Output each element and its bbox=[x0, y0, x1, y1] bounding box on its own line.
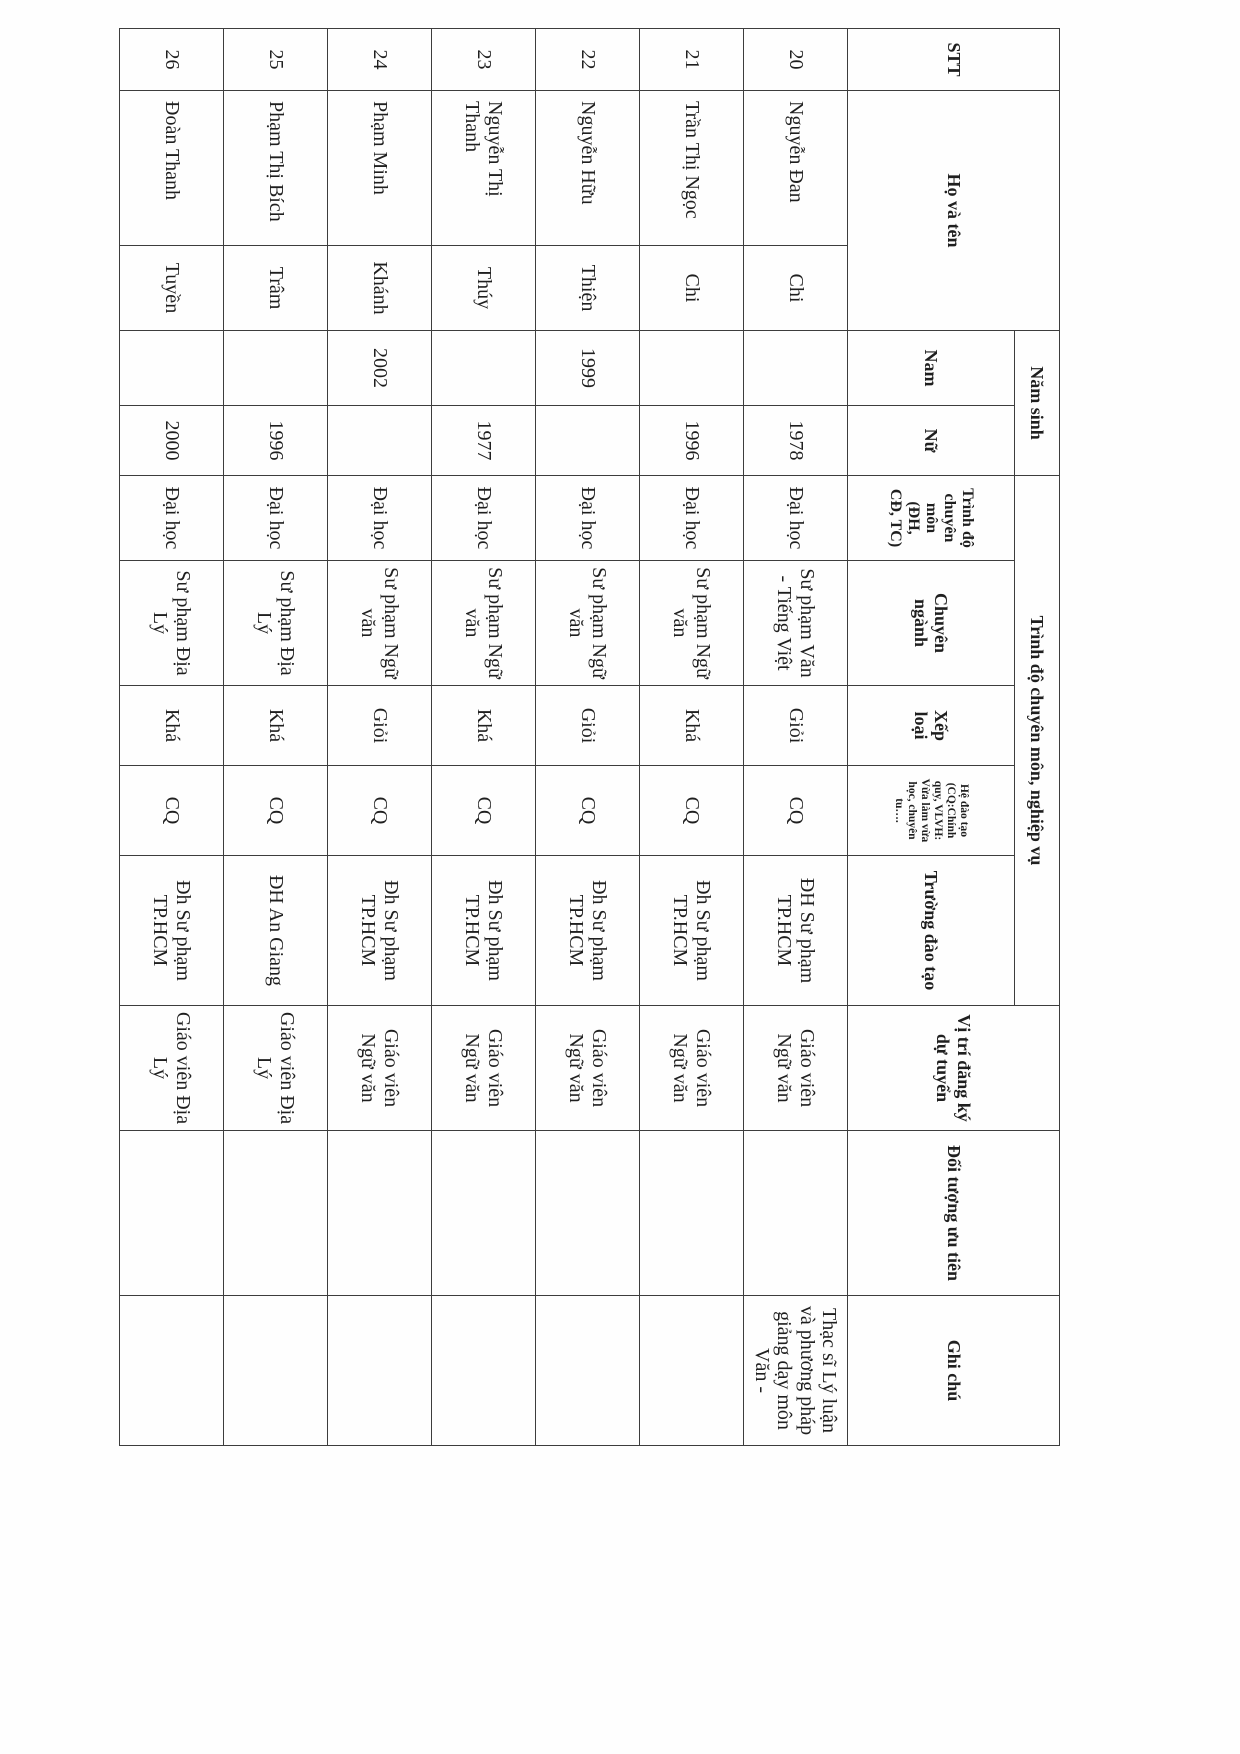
birth-year-female-cell: 1996 bbox=[224, 406, 328, 476]
major-cell: Sư phạm Ngữ văn bbox=[328, 561, 432, 686]
institution-cell: Đh Sư phạm TP.HCM bbox=[640, 856, 744, 1006]
grade-cell: Giỏi bbox=[328, 686, 432, 766]
notes-cell bbox=[224, 1296, 328, 1446]
birth-year-male-cell bbox=[744, 331, 848, 406]
notes-cell: Thạc sĩ Lý luận và phương pháp giảng dạy môn Văn - bbox=[744, 1296, 848, 1446]
stt-cell: 26 bbox=[120, 29, 224, 91]
training-mode-cell: CQ bbox=[328, 766, 432, 856]
table-row bbox=[536, 29, 640, 1446]
education-level-cell: Đại học bbox=[432, 476, 536, 561]
last-middle-name-cell: Đoàn Thanh bbox=[120, 91, 224, 246]
education-level-cell: Đại học bbox=[120, 476, 224, 561]
priority-group-cell bbox=[328, 1131, 432, 1296]
stt-cell: 20 bbox=[744, 29, 848, 91]
birth-year-female-cell: 1996 bbox=[640, 406, 744, 476]
institution-cell: Đh Sư phạm TP.HCM bbox=[328, 856, 432, 1006]
table-row bbox=[432, 29, 536, 1446]
notes-cell bbox=[328, 1296, 432, 1446]
priority-group-cell bbox=[432, 1131, 536, 1296]
table-row bbox=[744, 29, 848, 1446]
stt-cell: 24 bbox=[328, 29, 432, 91]
header-stt: STT bbox=[848, 29, 1060, 91]
priority-group-cell bbox=[536, 1131, 640, 1296]
birth-year-female-cell bbox=[536, 406, 640, 476]
header-qualification-group: Trình độ chuyên môn, nghiệp vụ bbox=[1015, 476, 1060, 1006]
applied-position-cell: Giáo viên Địa Lý bbox=[120, 1006, 224, 1131]
last-middle-name-cell: Nguyễn Đan bbox=[744, 91, 848, 246]
education-level-cell: Đại học bbox=[744, 476, 848, 561]
first-name-cell: Tuyền bbox=[120, 246, 224, 331]
first-name-cell: Chi bbox=[744, 246, 848, 331]
header-applied-position: Vị trí đăng ký dự tuyển bbox=[848, 1006, 1060, 1131]
training-mode-cell: CQ bbox=[224, 766, 328, 856]
institution-cell: ĐH An Giang bbox=[224, 856, 328, 1006]
grade-cell: Giỏi bbox=[744, 686, 848, 766]
rotated-table-wrapper bbox=[120, 28, 1060, 1445]
grade-cell: Khá bbox=[224, 686, 328, 766]
major-cell: Sư phạm Ngữ văn bbox=[432, 561, 536, 686]
applied-position-cell: Giáo viên Ngữ văn bbox=[328, 1006, 432, 1131]
header-male: Nam bbox=[848, 331, 1015, 406]
applied-position-cell: Giáo viên Ngữ văn bbox=[640, 1006, 744, 1131]
header-training-mode: Hệ đào tạo (CQ:Chính quy, VLVH: Vừa làm vừa học, chuyên tu…. bbox=[848, 766, 1015, 856]
notes-cell bbox=[432, 1296, 536, 1446]
birth-year-female-cell: 2000 bbox=[120, 406, 224, 476]
major-cell: Sư phạm Ngữ văn bbox=[536, 561, 640, 686]
first-name-cell: Thiện bbox=[536, 246, 640, 331]
priority-group-cell bbox=[224, 1131, 328, 1296]
birth-year-male-cell bbox=[432, 331, 536, 406]
candidate-table bbox=[119, 28, 1060, 1446]
birth-year-male-cell bbox=[640, 331, 744, 406]
training-mode-cell: CQ bbox=[536, 766, 640, 856]
birth-year-female-cell bbox=[328, 406, 432, 476]
stt-cell: 25 bbox=[224, 29, 328, 91]
notes-cell bbox=[640, 1296, 744, 1446]
stt-cell: 21 bbox=[640, 29, 744, 91]
header-institution: Trường đào tạo bbox=[848, 856, 1015, 1006]
header-education-level: Trình độ chuyên môn (ĐH, CĐ, TC) bbox=[848, 476, 1015, 561]
table-row bbox=[224, 29, 328, 1446]
birth-year-male-cell: 1999 bbox=[536, 331, 640, 406]
first-name-cell: Khánh bbox=[328, 246, 432, 331]
header-female: Nữ bbox=[848, 406, 1015, 476]
table-body bbox=[120, 29, 848, 1446]
major-cell: Sư phạm Địa Lý bbox=[224, 561, 328, 686]
major-cell: Sư phạm Ngữ văn bbox=[640, 561, 744, 686]
institution-cell: ĐH Sư phạm TP.HCM bbox=[744, 856, 848, 1006]
stt-cell: 22 bbox=[536, 29, 640, 91]
training-mode-cell: CQ bbox=[432, 766, 536, 856]
institution-cell: Đh Sư phạm TP.HCM bbox=[432, 856, 536, 1006]
grade-cell: Khá bbox=[640, 686, 744, 766]
institution-cell: Đh Sư phạm TP.HCM bbox=[120, 856, 224, 1006]
training-mode-cell: CQ bbox=[120, 766, 224, 856]
education-level-cell: Đại học bbox=[328, 476, 432, 561]
last-middle-name-cell: Nguyễn Hữu bbox=[536, 91, 640, 246]
grade-cell: Giỏi bbox=[536, 686, 640, 766]
first-name-cell: Thúy bbox=[432, 246, 536, 331]
institution-cell: Đh Sư phạm TP.HCM bbox=[536, 856, 640, 1006]
priority-group-cell bbox=[640, 1131, 744, 1296]
first-name-cell: Trâm bbox=[224, 246, 328, 331]
header-birth-year: Năm sinh bbox=[1015, 331, 1060, 476]
training-mode-cell: CQ bbox=[744, 766, 848, 856]
applied-position-cell: Giáo viên Ngữ văn bbox=[744, 1006, 848, 1131]
table-row bbox=[328, 29, 432, 1446]
header-notes: Ghi chú bbox=[848, 1296, 1060, 1446]
birth-year-female-cell: 1978 bbox=[744, 406, 848, 476]
last-middle-name-cell: Phạm Minh bbox=[328, 91, 432, 246]
priority-group-cell bbox=[120, 1131, 224, 1296]
education-level-cell: Đại học bbox=[536, 476, 640, 561]
grade-cell: Khá bbox=[432, 686, 536, 766]
last-middle-name-cell: Phạm Thị Bích bbox=[224, 91, 328, 246]
header-full-name: Họ và tên bbox=[848, 91, 1060, 331]
applied-position-cell: Giáo viên Địa Lý bbox=[224, 1006, 328, 1131]
major-cell: Sư phạm Địa Lý bbox=[120, 561, 224, 686]
education-level-cell: Đại học bbox=[224, 476, 328, 561]
birth-year-male-cell: 2002 bbox=[328, 331, 432, 406]
birth-year-male-cell bbox=[120, 331, 224, 406]
birth-year-female-cell: 1977 bbox=[432, 406, 536, 476]
grade-cell: Khá bbox=[120, 686, 224, 766]
notes-cell bbox=[536, 1296, 640, 1446]
table-row bbox=[640, 29, 744, 1446]
header-row-1 bbox=[1015, 29, 1060, 1446]
education-level-cell: Đại học bbox=[640, 476, 744, 561]
table-row bbox=[120, 29, 224, 1446]
applied-position-cell: Giáo viên Ngữ văn bbox=[432, 1006, 536, 1131]
stt-cell: 23 bbox=[432, 29, 536, 91]
table-header bbox=[848, 29, 1060, 1446]
major-cell: Sư phạm Văn - Tiếng Việt bbox=[744, 561, 848, 686]
header-priority-group: Đối tượng ưu tiên bbox=[848, 1131, 1060, 1296]
last-middle-name-cell: Nguyễn Thị Thanh bbox=[432, 91, 536, 246]
applied-position-cell: Giáo viên Ngữ văn bbox=[536, 1006, 640, 1131]
first-name-cell: Chi bbox=[640, 246, 744, 331]
birth-year-male-cell bbox=[224, 331, 328, 406]
header-major: Chuyên ngành bbox=[848, 561, 1015, 686]
header-grade: Xếp loại bbox=[848, 686, 1015, 766]
training-mode-cell: CQ bbox=[640, 766, 744, 856]
notes-cell bbox=[120, 1296, 224, 1446]
priority-group-cell bbox=[744, 1131, 848, 1296]
last-middle-name-cell: Trần Thị Ngọc bbox=[640, 91, 744, 246]
